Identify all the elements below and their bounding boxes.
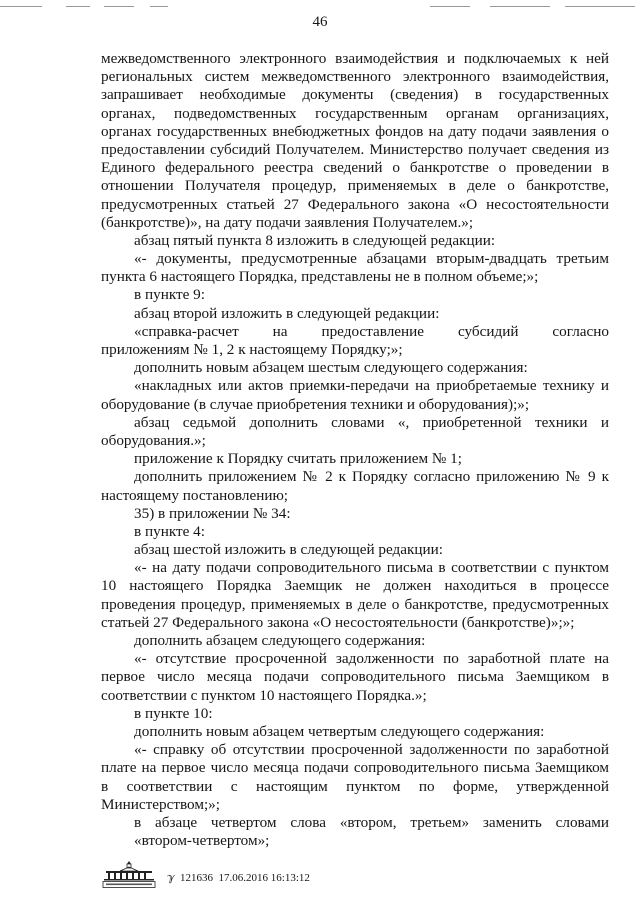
government-building-logo (100, 860, 158, 888)
text-line: межведомственного электронного взаимодействия и подключаемых к ней (101, 50, 609, 67)
text-line: органах, подведомственных государственным органам организациях, (101, 104, 609, 122)
text-line: Министерством;»; (101, 795, 220, 813)
text-line: в соответствии с настоящим пунктом по форме, утвержденной (101, 777, 609, 795)
registration-mark: ℽ (166, 872, 175, 884)
document-body (101, 50, 609, 850)
text-line: дополнить абзацем следующего содержания: (134, 632, 426, 649)
text-line: дополнить приложением № 2 к Порядку согласно приложению № 9 к (134, 468, 609, 486)
text-line: предусмотренных статьей 27 Федерального закона «О несостоятельности (101, 195, 609, 213)
text-line: предоставлении субсидий Получателем. Министерство получает сведения из (101, 140, 609, 158)
page-number: 46 (312, 14, 328, 30)
text-line: приложениям № 1, 2 к настоящему Порядку;»; (101, 341, 403, 358)
text-line: 35) в приложении № 34: (134, 504, 291, 522)
text-line: первое число месяца подачи сопроводительного письма Заемщиком в (101, 668, 609, 686)
text-line: соответствии с пунктом 10 настоящего Порядка.»; (101, 686, 427, 704)
text-line: «- документы, предусмотренные абзацами вторым-двадцать третьим (134, 250, 609, 268)
text-line: отношении Получателя процедур, применяемых в деле о банкротстве, (101, 177, 609, 195)
text-line: в пункте 10: (134, 704, 213, 722)
text-line: дополнить новым абзацем четвертым следующего содержания: (134, 722, 545, 740)
text-line: «- справку об отсутствии просроченной задолженности по заработной (134, 741, 609, 759)
text-line: абзац пятый пункта 8 изложить в следующей редакции: (134, 231, 496, 249)
text-line: «накладных или актов приемки-передачи на приобретаемые технику и (134, 377, 609, 395)
text-line: Единого федерального реестра сведений о банкротстве о проведении в (101, 159, 609, 177)
registration-stamp (166, 871, 310, 884)
text-line: 10 настоящего Порядка Заемщик не должен находиться в процессе (101, 577, 609, 595)
text-line: «- отсутствие просроченной задолженности по заработной плате на (134, 650, 609, 668)
text-line: настоящему постановлению; (101, 486, 289, 504)
text-line: «- на дату подачи сопроводительного письма в соответствии с пунктом (134, 559, 609, 577)
text-line: в пункте 9: (134, 286, 205, 304)
timestamp: 17.06.2016 16:13:12 (218, 872, 310, 884)
text-line: в пункте 4: (134, 522, 205, 540)
text-line: оборудования.»; (101, 431, 206, 449)
document-id: 121636 (180, 872, 214, 884)
text-line: «справка-расчет на предоставление субсидий согласно (134, 322, 609, 340)
text-line: «втором-четвертом»; (134, 832, 270, 850)
text-line: абзац шестой изложить в следующей редакции: (134, 541, 443, 559)
text-line: дополнить новым абзацем шестым следующего содержания: (134, 359, 528, 377)
text-line: в абзаце четвертом слова «втором, третьем» заменить словами (134, 813, 609, 831)
text-line: абзац седьмой дополнить словами «, приобретенной техники и (134, 413, 609, 431)
text-line: (банкротстве)», на дату подачи заявления Получателем.»; (101, 213, 474, 231)
text-line: проведения процедур, применяемых в деле о банкротстве, предусмотренных (101, 595, 609, 613)
text-line: органах государственных внебюджетных фондов на дату подачи заявления о (101, 122, 609, 140)
text-line: плате на первое число месяца подачи сопроводительного письма Заемщиком (101, 759, 609, 777)
text-line: приложение к Порядку считать приложением № 1; (134, 450, 462, 468)
text-line: запрашивает необходимые документы (сведения) в государственных (101, 86, 609, 104)
text-line: региональных систем межведомственного электронного взаимодействия, (101, 68, 609, 86)
text-line: пункта 6 настоящего Порядка, представлены не в полном объеме;»; (101, 268, 539, 286)
text-line: статьей 27 Федерального закона «О несостоятельности (банкротстве)»;»; (101, 613, 575, 631)
scan-artifact-line (0, 6, 640, 9)
text-line: оборудование (в случае приобретения техники и оборудования);»; (101, 395, 530, 413)
document-footer (100, 860, 400, 890)
text-line: абзац второй изложить в следующей редакции: (134, 304, 440, 322)
